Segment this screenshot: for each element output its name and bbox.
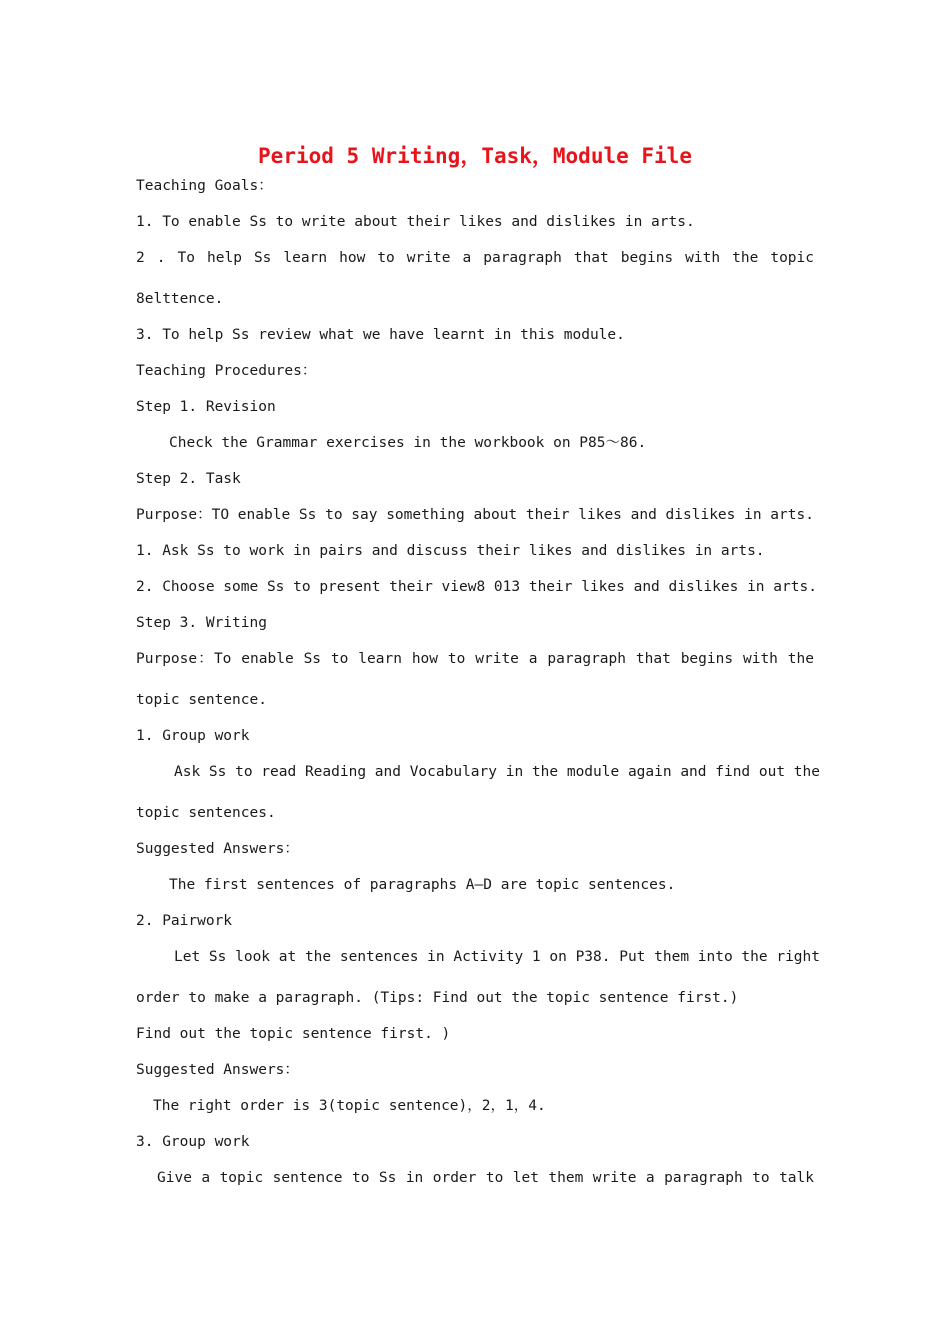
text-line: Suggested Answers：: [136, 1062, 299, 1078]
text-line: Purpose：TO enable Ss to say something about their likes and dislikes in arts.: [136, 507, 814, 523]
text-line: Teaching Goals：: [136, 178, 273, 194]
text-line: Step 3. Writing: [136, 615, 267, 631]
text-line: 3. To help Ss review what we have learnt in this module.: [136, 327, 625, 343]
text-line: The first sentences of paragraphs A—D are topic sentences.: [169, 877, 676, 893]
text-line: 1. Ask Ss to work in pairs and discuss their likes and dislikes in arts.: [136, 543, 765, 559]
text-line: 2. Choose some Ss to present their view8 013 their likes and dislikes in arts.: [136, 579, 817, 595]
text-line: Purpose：To enable Ss to learn how to write a paragraph that begins with the: [136, 651, 814, 667]
text-line: 3. Group work: [136, 1134, 250, 1150]
text-line: topic sentences.: [136, 805, 276, 821]
text-line: order to make a paragraph. (Tips: Find out the topic sentence first.): [136, 990, 739, 1006]
text-line: 8elttence.: [136, 291, 224, 307]
text-line: Suggested Answers：: [136, 841, 299, 857]
text-line: Check the Grammar exercises in the workbook on P85～86.: [169, 435, 647, 451]
text-line: 1. Group work: [136, 728, 250, 744]
text-line: 2. Pairwork: [136, 913, 233, 929]
text-line: Teaching Procedures：: [136, 363, 317, 379]
text-line: Find out the topic sentence first. ): [136, 1026, 451, 1042]
text-line: Give a topic sentence to Ss in order to let them write a paragraph to talk: [157, 1170, 814, 1186]
text-line: Let Ss look at the sentences in Activity 1 on P38. Put them into the right: [174, 949, 821, 965]
text-line: The right order is 3(topic sentence)，2，1，4.: [153, 1098, 546, 1114]
text-line: Step 2. Task: [136, 471, 241, 487]
page-title: Period 5 Writing，Task，Module File: [258, 144, 692, 168]
text-line: topic sentence.: [136, 692, 267, 708]
text-line: 2 . To help Ss learn how to write a paragraph that begins with the topic: [136, 250, 814, 266]
text-line: 1. To enable Ss to write about their likes and dislikes in arts.: [136, 214, 695, 230]
text-line: Step 1. Revision: [136, 399, 276, 415]
text-line: Ask Ss to read Reading and Vocabulary in the module again and find out the: [174, 764, 821, 780]
